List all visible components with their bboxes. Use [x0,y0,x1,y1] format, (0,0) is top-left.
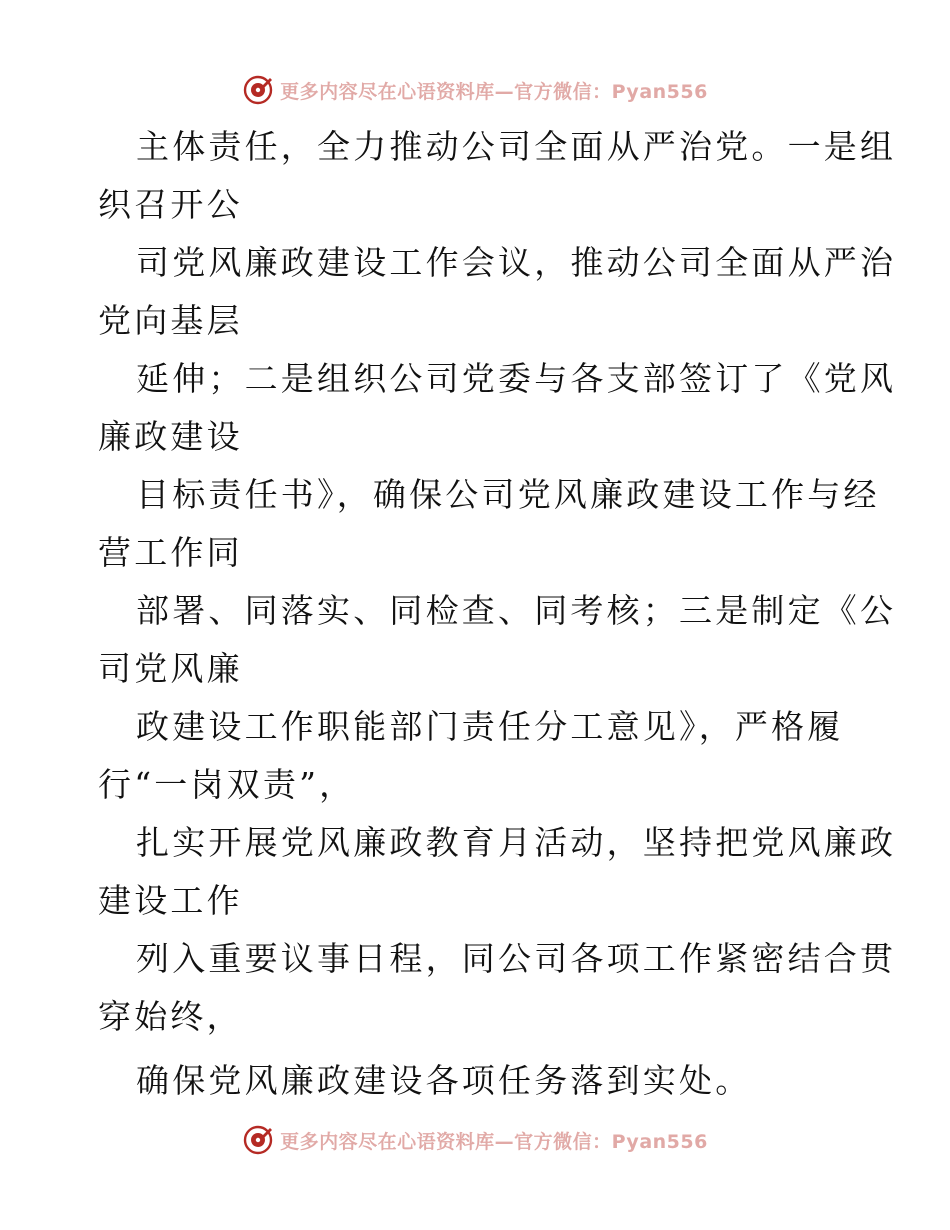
watermark-text: 更多内容尽在心语资料库—官方微信：Pyan556 [280,1130,708,1153]
pen-logo-icon [242,1124,274,1156]
header-watermark [0,70,950,110]
text-line: 部署、同落实、同检查、同考核；三是制定《公 [136,591,897,630]
text-line: 廉政建设 [98,417,243,456]
watermark-text: 更多内容尽在心语资料库—官方微信：Pyan556 [280,80,708,103]
text-line: 营工作同 [98,533,243,572]
text-line: 扎实开展党风廉政教育月活动，坚持把党风廉政 [136,823,897,862]
text-line: 政建设工作职能部门责任分工意见》，严格履 [136,707,844,746]
text-line: 确保党风廉政建设各项任务落到实处。 [136,1061,752,1100]
text-line: 目标责任书》，确保公司党风廉政建设工作与经 [136,475,880,514]
text-line: 司党风廉 [98,649,243,688]
footer-watermark [0,1120,950,1160]
text-line: 主体责任，全力推动公司全面从严治党。一是组 [136,127,897,166]
text-line: 司党风廉政建设工作会议，推动公司全面从严治 [136,243,897,282]
text-line: 穿始终， [98,997,243,1036]
text-line: 党向基层 [98,301,243,340]
pen-logo-icon [242,74,274,106]
text-line: 延伸；二是组织公司党委与各支部签订了《党风 [136,359,897,398]
text-line: 列入重要议事日程，同公司各项工作紧密结合贯 [136,939,897,978]
text-line: 行“一岗双责”， [98,765,356,804]
text-line: 建设工作 [98,881,243,920]
text-line: 织召开公 [98,185,243,224]
